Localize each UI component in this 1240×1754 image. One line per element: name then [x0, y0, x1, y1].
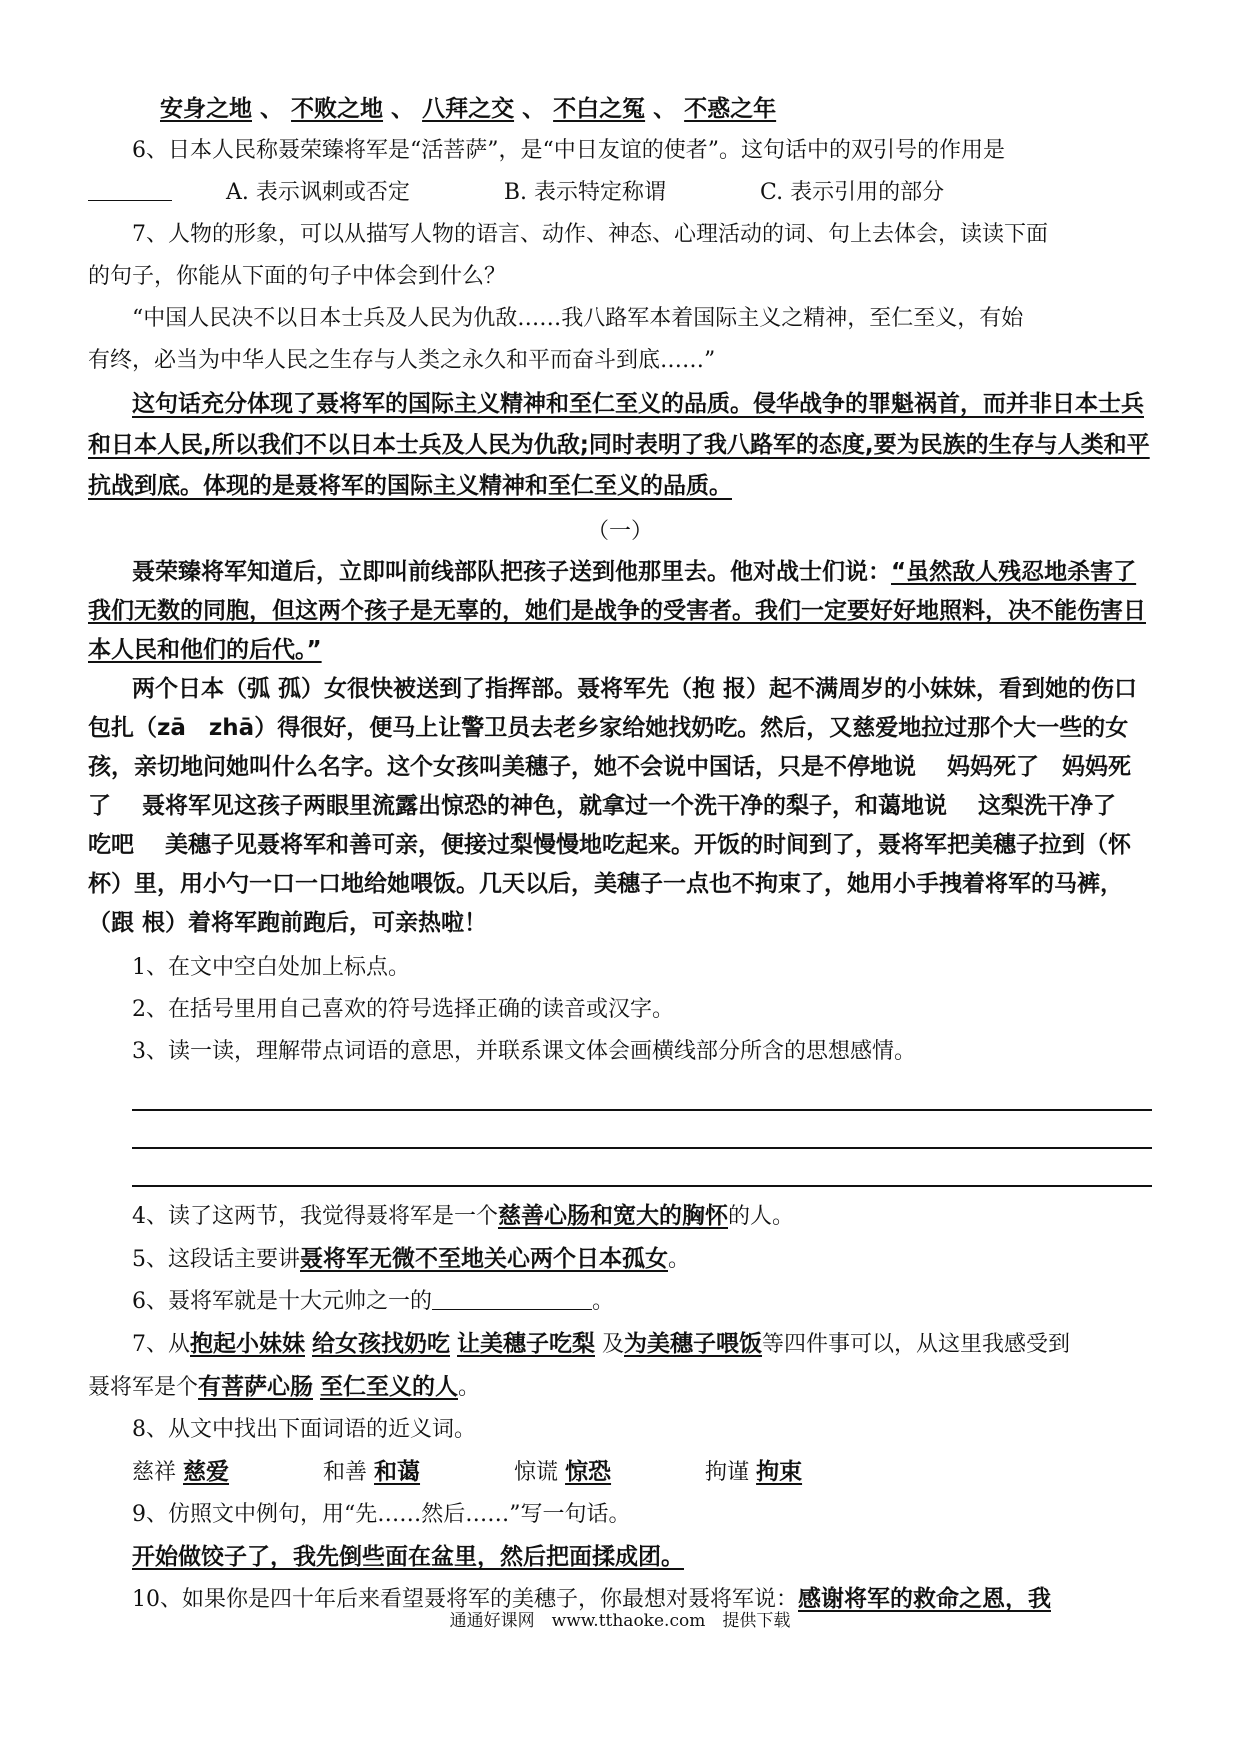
question-6-options	[88, 172, 1152, 214]
synonym-answer: 慈爱	[183, 1458, 230, 1485]
synonym-row	[88, 1451, 1152, 1494]
question-text: 4、读了这两节，我觉得聂将军是一个	[132, 1204, 498, 1229]
question-text: 的人。	[728, 1204, 795, 1229]
page-footer: 通通好课网 www.tthaoke.com 提供下载	[449, 1611, 791, 1631]
idiom-answer: 八拜之交	[422, 96, 515, 122]
quote-line1: “中国人民决不以日本士兵及人民为仇敌……我八路军本着国际主义之精神，至仁至义，有始	[132, 306, 1024, 331]
question-text: 5、这段话主要讲	[132, 1247, 300, 1272]
passage-text: 聂荣臻将军知道后，立即叫前线部队把孩子送到他那里去。他对战士们说：	[132, 559, 891, 585]
question-6-stem: 6、日本人民称聂荣臻将军是“活菩萨”，是“中日友谊的使者”。这句话中的双引号的作用是	[132, 138, 1005, 163]
synonym-word: 拘谨	[705, 1460, 750, 1485]
synonym-word: 慈祥	[132, 1460, 177, 1485]
question-7-answer	[88, 384, 1152, 507]
answer-text: 开始做饺子了，我先倒些面在盆里，然后把面揉成团。	[132, 1544, 684, 1570]
passage-paragraph-2: 两个日本（弧 孤）女很快被送到了指挥部。聂将军先（抱 报）起不满周岁的小妹妹，看到她的伤口包扎（zā zhā）得很好，便马上让警卫员去老乡家给她找奶吃。然后，又慈爱地拉过那个大一些的女孩，亲切地问她叫什么名字。这个女孩叫美穗子，她不会说中国话，只是不停地说 妈妈死了 妈妈死了 聂将军见这孩子两眼里流露出惊恐的神色，就拿过一个洗干净的梨子，和蔼地说 这梨洗干净了 吃吧 美穗子见聂将军和善可亲，便接过梨慢慢地吃起来。开饭的时间到了，聂将军把美穗子拉到（怀 杯）里，用小勺一口一口地给她喂饭。几天以后，美穗子一点也不拘束了，她用小手拽着将军的马裤，（跟 根）着将军跑前跑后，可亲热啦！	[88, 676, 1155, 936]
question-text: 。	[458, 1375, 481, 1400]
question-text: 10、如果你是四十年后来看望聂将军的美穗子，你最想对聂将军说：	[132, 1587, 798, 1612]
synonym-answer: 惊恐	[565, 1458, 612, 1485]
question-text: 6、聂将军就是十大元帅之一的	[132, 1289, 432, 1314]
answer-text: 至仁至义的人	[320, 1373, 459, 1400]
section-mark: （一）	[586, 519, 653, 544]
question-7-line2	[88, 1366, 1152, 1409]
synonym-answer: 和蔼	[374, 1458, 421, 1485]
answer-text: 感谢将军的救命之恩，我	[798, 1585, 1051, 1612]
question-6	[88, 1281, 1152, 1323]
synonym-answer: 拘束	[756, 1458, 803, 1485]
document-page	[88, 88, 1155, 1621]
option-a: A. 表示讽刺或否定	[226, 180, 410, 205]
quote-line2: 有终，必当为中华人民之生存与人类之永久和平而奋斗到底……”	[88, 348, 716, 373]
answer-blank	[88, 178, 172, 201]
answer-text: 让美穗子吃梨	[457, 1330, 595, 1357]
answer-text: 慈善心肠和宽大的胸怀	[498, 1202, 728, 1229]
question-text: 。	[592, 1289, 615, 1314]
question-1: 1、在文中空白处加上标点。	[132, 955, 410, 980]
idiom-answer: 不惑之年	[684, 96, 777, 122]
idiom-answer: 不白之冤	[553, 96, 646, 122]
question-text: 聂将军是个	[88, 1375, 199, 1400]
question-9-answer	[88, 1536, 1152, 1578]
option-b: B. 表示特定称谓	[503, 180, 667, 205]
answer-text: 为美穗子喂饭	[624, 1330, 763, 1357]
answer-text: 聂将军无微不至地关心两个日本孤女	[300, 1245, 668, 1272]
idiom-answer: 安身之地	[160, 96, 252, 122]
question-text: 。	[668, 1247, 691, 1272]
idiom-answer: 不败之地	[291, 96, 384, 122]
question-text: 等四件事可以，从这里我感受到	[762, 1332, 1071, 1357]
option-c: C. 表示引用的部分	[760, 180, 945, 205]
synonym-word: 惊谎	[514, 1460, 559, 1485]
question-7-stem-line2: 的句子，你能从下面的句子中体会到什么？	[88, 264, 507, 289]
question-3: 3、读一读，理解带点词语的意思，并联系课文体会画横线部分所含的思想感情。	[132, 1039, 916, 1064]
question-5	[88, 1238, 1152, 1281]
question-text: 7、从	[132, 1332, 190, 1357]
answer-blank	[432, 1287, 592, 1310]
passage-paragraph-1	[88, 553, 1152, 670]
underlined-quote: “虽然敌人残忍地杀害了我们无数的同胞，但这两个孩子是无辜的，她们是战争的受害者。我们一定要好好地照料，决不能伤害日本人民和他们的后代。”	[88, 559, 1146, 663]
question-text: 及	[602, 1332, 625, 1357]
question-7-stem-line1: 7、人物的形象，可以从描写人物的语言、动作、神态、心理活动的词、句上去体会，读读下面	[132, 222, 1049, 247]
answer-text: 抱起小妹妹	[190, 1330, 305, 1357]
question-8: 8、从文中找出下面词语的近义词。	[132, 1417, 476, 1442]
answer-text: 有菩萨心肠	[198, 1373, 314, 1400]
question-2: 2、在括号里用自己喜欢的符号选择正确的读音或汉字。	[132, 997, 674, 1022]
answer-text: 给女孩找奶吃	[312, 1330, 450, 1357]
synonym-word: 和善	[323, 1460, 368, 1485]
question-4	[88, 1195, 1152, 1238]
idiom-answers-line: 安身之地 、 不败之地 、 八拜之交 、 不白之冤 、 不惑之年	[160, 96, 777, 122]
question-7	[88, 1323, 1152, 1366]
question-9: 9、仿照文中例句，用“先……然后……”写一句话。	[132, 1502, 631, 1527]
answer-text: 这句话充分体现了聂将军的国际主义精神和至仁至义的品质。侵华战争的罪魁祸首，而并非日本士兵和日本人民,所以我们不以日本士兵及人民为仇敌;同时表明了我八路军的态度,要为民族的生存与人类和平抗战到底。体现的是聂将军的国际主义精神和至仁至义的品质。	[88, 391, 1150, 499]
